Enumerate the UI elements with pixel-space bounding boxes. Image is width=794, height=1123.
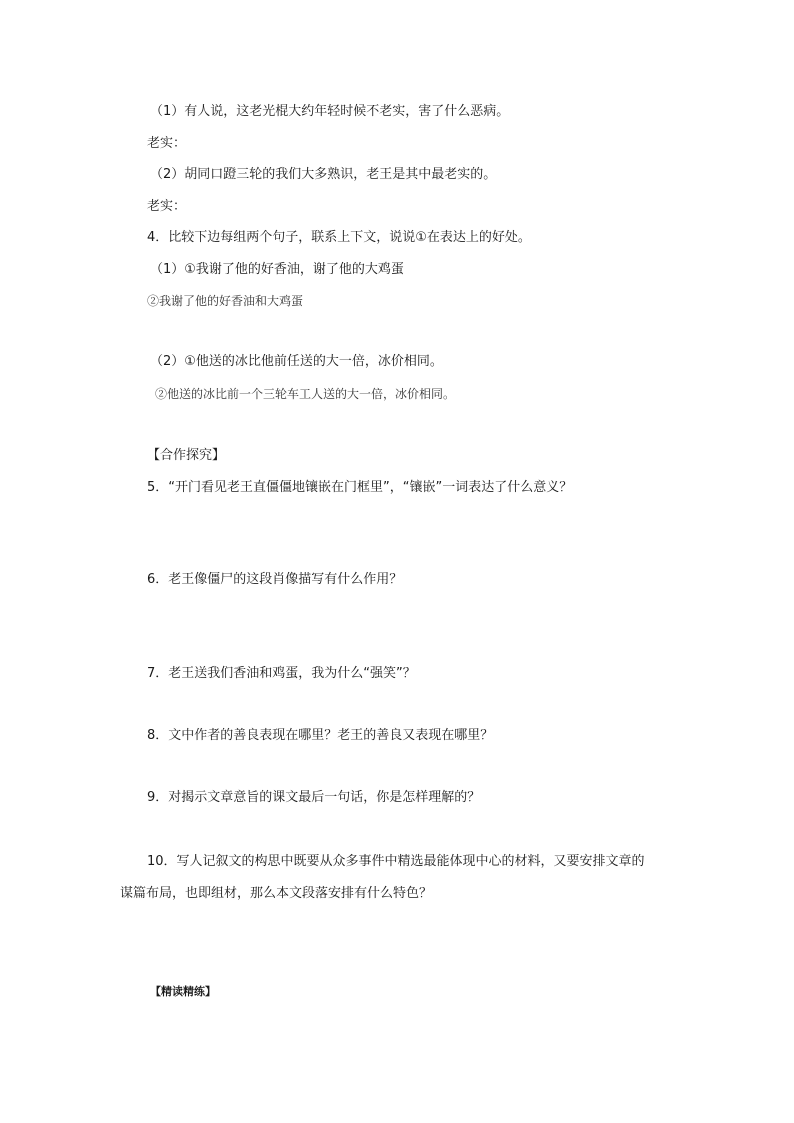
question-10-line-2: 谋篇布局，也即组材，那么本文段落安排有什么特色？ [120,886,433,901]
q3-item-1: （1）有人说，这老光棍大约年轻时候不老实，害了什么恶病。 [150,104,510,119]
q4-prompt: 4．比较下边每组两个句子，联系上下文，说说①在表达上的好处。 [147,230,531,245]
q4-group-1-sentence-a: （1）①我谢了他的好香油，谢了他的大鸡蛋 [150,262,404,277]
question-7: 7．老王送我们香油和鸡蛋，我为什么“强笑”？ [147,666,416,681]
q4-group-2-sentence-b: ②他送的冰比前一个三轮车工人送的大一倍，冰价相同。 [155,387,456,401]
question-8: 8．文中作者的善良表现在哪里？老王的善良又表现在哪里？ [147,728,494,743]
section-heading-read: 【精读精练】 [150,985,216,998]
question-5: 5．“开门看见老王直僵僵地镶嵌在门框里”，“镶嵌”一词表达了什么意义？ [147,480,573,495]
section-heading-cooperate: 【合作探究】 [147,448,226,463]
question-9: 9．对揭示文章意旨的课文最后一句话，你是怎样理解的？ [147,790,481,805]
q4-group-2-sentence-a: （2）①他送的冰比他前任送的大一倍，冰价相同。 [150,354,443,369]
q3-answer-1-label: 老实： [147,136,187,151]
q3-item-2: （2）胡同口蹬三轮的我们大多熟识，老王是其中最老实的。 [150,167,497,182]
question-6: 6．老王像僵尸的这段肖像描写有什么作用？ [147,572,403,587]
question-10-line-1: 10．写人记叙文的构思中既要从众多事件中精选最能体现中心的材料，又要安排文章的 [147,854,645,869]
q3-answer-2-label: 老实： [147,199,187,214]
q4-group-1-sentence-b: ②我谢了他的好香油和大鸡蛋 [147,294,304,308]
